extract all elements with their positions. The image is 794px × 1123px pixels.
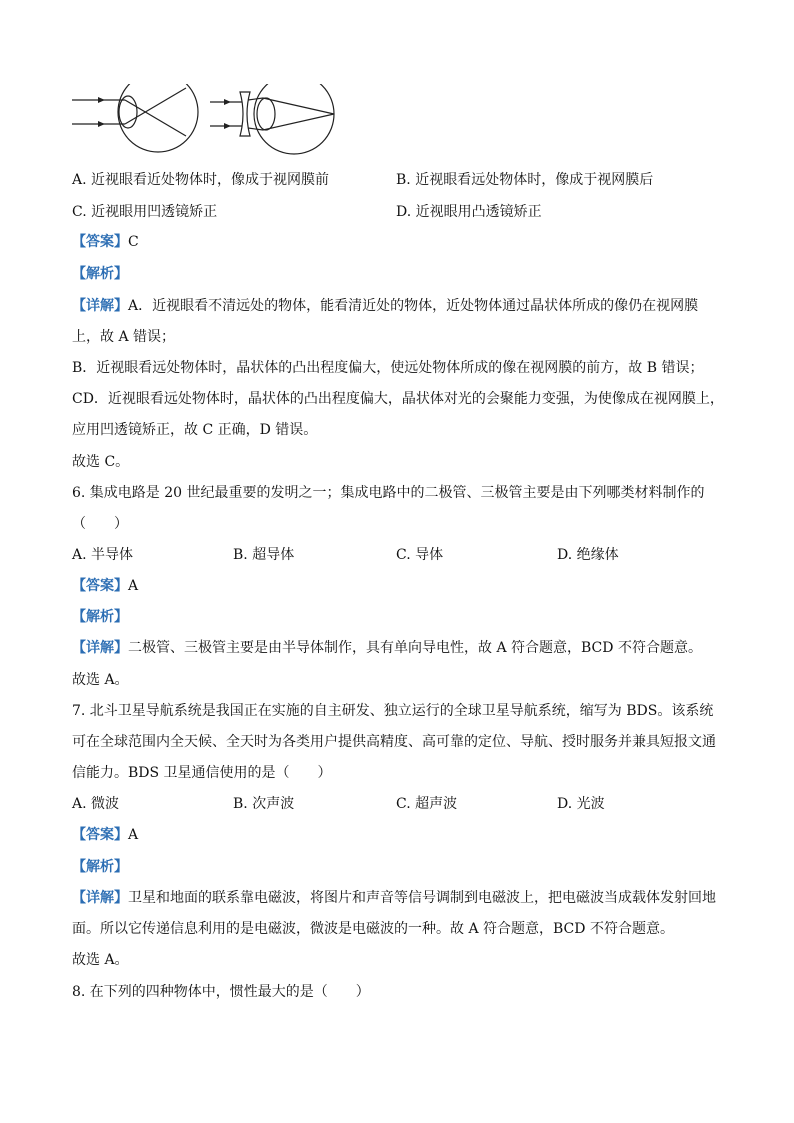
right-eyeball [254, 84, 334, 154]
q5-option-d: D. 近视眼用凸透镜矫正 [396, 204, 542, 220]
q6-conclusion: 故选 A。 [72, 672, 129, 688]
arrow-icon [98, 121, 105, 127]
q5-conclusion: 故选 C。 [72, 454, 130, 470]
q7-option-d: D. 光波 [557, 796, 605, 812]
arrow-icon [224, 123, 231, 129]
q5-detail-line: CD．近视眼看远处物体时，晶状体的凸出程度偏大，晶状体对光的会聚能力变强，为使像成在视网膜上， [72, 391, 724, 407]
detail-text: A．近视眼看不清远处的物体，能看清近处的物体，近处物体通过晶状体所成的像仍在视网膜 [128, 298, 699, 314]
answer-value: A [128, 827, 139, 843]
q7-stem: 可在全球范围内全天候、全天时为各类用户提供高精度、高可靠的定位、导航、授时服务并兼具短报文通 [72, 734, 716, 750]
q5-analysis-heading: 【解析】 [72, 266, 128, 282]
q7-detail-line: 面。所以它传递信息利用的是电磁波，微波是电磁波的一种。故 A 符合题意，BCD 不符合题意。 [72, 921, 674, 937]
answer-tag: 【答案】 [72, 827, 128, 843]
q5-answer [72, 232, 139, 252]
q8-stem: 8. 在下列的四种物体中，惯性最大的是（ ） [72, 984, 370, 1000]
arrow-icon [224, 99, 231, 105]
q6-stem: 6. 集成电路是 20 世纪最重要的发明之一；集成电路中的二极管、三极管主要是由下列哪类材料制作的 [72, 485, 705, 501]
q7-conclusion: 故选 A。 [72, 952, 129, 968]
detail-tag: 【详解】 [72, 890, 128, 906]
q6-option-c: C. 导体 [396, 547, 444, 563]
q7-detail-line [72, 888, 716, 908]
answer-value: A [128, 578, 139, 594]
q5-detail-line [72, 296, 698, 316]
q7-answer [72, 825, 138, 845]
q5-option-c: C. 近视眼用凹透镜矫正 [72, 204, 218, 220]
detail-tag: 【详解】 [72, 640, 128, 656]
q6-analysis-heading: 【解析】 [72, 609, 128, 625]
q7-option-c: C. 超声波 [396, 796, 458, 812]
detail-tag: 【详解】 [72, 298, 128, 314]
myopia-eye-diagram [60, 84, 350, 164]
q5-option-b: B. 近视眼看远处物体时，像成于视网膜后 [396, 172, 654, 188]
left-lens [119, 96, 137, 128]
q5-detail-line: 应用凹透镜矫正，故 C 正确，D 错误。 [72, 422, 318, 438]
arrow-icon [98, 97, 105, 103]
q7-stem: 信能力。BDS 卫星通信使用的是（ ） [72, 765, 332, 781]
detail-text: 二极管、三极管主要是由半导体制作，具有单向导电性，故 A 符合题意，BCD 不符合题意。 [128, 640, 702, 656]
right-lens [257, 98, 275, 130]
q6-stem: （ ） [72, 516, 128, 532]
detail-text: 卫星和地面的联系靠电磁波，将图片和声音等信号调制到电磁波上，把电磁波当成载体发射回地 [128, 890, 716, 906]
q7-stem: 7. 北斗卫星导航系统是我国正在实施的自主研发、独立运行的全球卫星导航系统，缩写为 BDS。该系统 [72, 703, 714, 719]
q5-option-a: A. 近视眼看近处物体时，像成于视网膜前 [72, 172, 330, 188]
answer-value: C [128, 234, 139, 250]
q6-detail-line [72, 638, 702, 658]
q5-detail-line: 上，故 A 错误； [72, 329, 176, 345]
q5-detail-line: B．近视眼看远处物体时，晶状体的凸出程度偏大，使远处物体所成的像在视网膜的前方，故 B 错误； [72, 360, 704, 376]
q7-option-b: B. 次声波 [233, 796, 295, 812]
left-eyeball [118, 84, 198, 152]
q6-answer [72, 576, 138, 596]
q7-analysis-heading: 【解析】 [72, 859, 128, 875]
q6-option-b: B. 超导体 [233, 547, 295, 563]
answer-tag: 【答案】 [72, 578, 128, 594]
q6-option-d: D. 绝缘体 [557, 547, 619, 563]
q7-option-a: A. 微波 [72, 796, 120, 812]
concave-lens [240, 92, 250, 136]
answer-tag: 【答案】 [72, 234, 128, 250]
q6-option-a: A. 半导体 [72, 547, 134, 563]
